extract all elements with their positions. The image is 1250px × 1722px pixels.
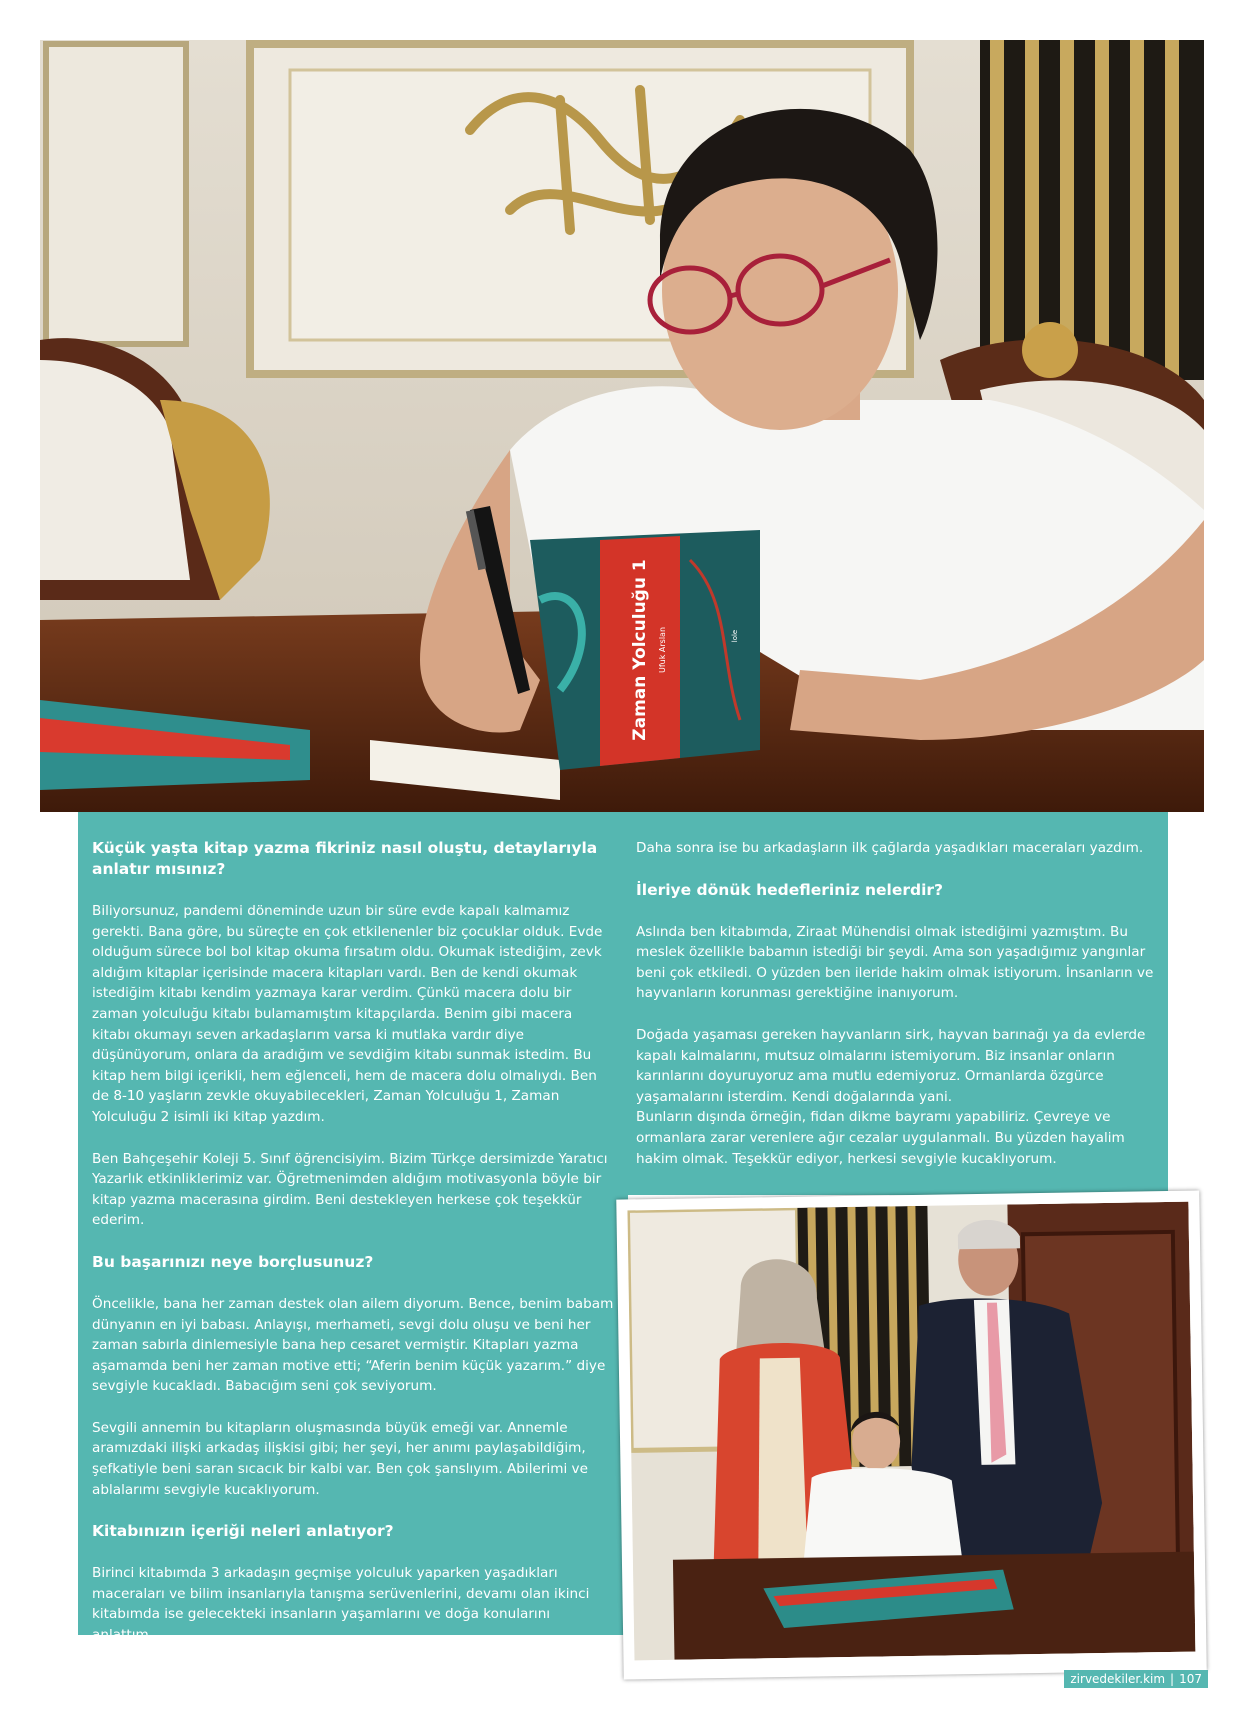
answer-paragraph: Birinci kitabımda 3 arkadaşın geçmişe yolculuk yaparken yaşadıkları maceraları ve bilim insanlarıyla tanışma serüvenlerini, devamı olan ikinci kitabımda ise gelecekteki insanların yaşamlarını ve doğa konularını anlattım. [92, 1565, 590, 1644]
article-column-left [92, 838, 614, 1646]
page-number: 107 [1179, 1672, 1202, 1686]
answer-continuation: Daha sonra ise bu arkadaşların ilk çağlarda yaşadıkları maceraları yazdım. [636, 840, 1144, 856]
footer-site: zirvedekiler.kim [1070, 1672, 1166, 1686]
question-heading: İleriye dönük hedefleriniz nelerdir? [636, 880, 944, 899]
footer-separator: | [1170, 1672, 1175, 1686]
question-heading: Bu başarınızı neye borçlusunuz? [92, 1252, 374, 1271]
book-cover-author: Ufuk Arslan [658, 626, 667, 674]
page-footer [1064, 1670, 1208, 1688]
book-cover-title: Zaman Yolculuğu 1 [630, 559, 650, 741]
answer-paragraph: Öncelikle, bana her zaman destek olan ailem diyorum. Bence, benim babam dünyanın en iyi babası. Anlayışı, merhameti, sevgi dolu oluşu ve beni her zaman sabırla dinlemesiyle bana hep cesaret vermiştir. Kitapları yazma aşamamda beni her zaman motive etti; “Aferin benim küçük yazarım.” diye sevgiyle kucakladı. Babacığım seni çok seviyorum. [92, 1295, 614, 1395]
answer-paragraph: Sevgili annemin bu kitapların oluşmasında büyük emeği var. Annemle aramızdaki ilişki arkadaş ilişkisi gibi; her şeyi, her anımı paylaşabildiğim, şefkatiyle beni saran sıcacık bir kalbi var. Ben çok şanslıyım. Abilerimi ve ablalarımı sevgiyle kucaklıyorum. [92, 1419, 588, 1498]
question-heading: Kitabınızın içeriği neleri anlatıyor? [92, 1522, 394, 1541]
girl-writing-illustration [40, 40, 1204, 812]
answer-paragraph: Doğada yaşaması gereken hayvanların sirk, hayvan barınağı ya da evlerde kapalı kalmalarını, mutsuz olmalarını istemiyorum. Biz insanlar onların karınlarını doyuruyoruz ama mutlu edemiyoruz. Ormanlarda özgürce yaşamalarını isterdim. Kendi doğalarında yani. [636, 1026, 1146, 1105]
answer-paragraph: Biliyorsunuz, pandemi döneminde uzun bir süre evde kapalı kalmamız gerekti. Bana göre, bu süreçte en çok etkilenenler biz çocuklar olduk. Evde olduğum sürece bol bol kitap okuma fırsatım oldu. Okumak istediğim, zevk aldığım kitaplar içerisinde macera kitapları vardı. Ben de kendi okumak istediğim kitabı kendim yazmaya karar verdim. Çünkü macera dolu bir zaman yolculuğu kitabı bulamamıştım kitapçılarda. Benim gibi macera kitabı okumayı seven arkadaşlarım varsa ki mutlaka vardır diye düşünüyorum, onlara da aradığım ve sevdiğim kitabı sunmak istedim. Bu kitap hem bilgi içerikli, hem eğlenceli, hem de macera dolu olmalıydı. Ben de 8-10 yaşların zevkle okuyabilecekleri, Zaman Yolculuğu 1, Zaman Yolculuğu 2 isimli iki kitap yazdım. [92, 903, 603, 1125]
family-illustration [627, 1202, 1195, 1661]
book-cover-publisher: lole [731, 629, 739, 643]
hero-photo [40, 40, 1204, 812]
answer-paragraph: Aslında ben kitabımda, Ziraat Mühendisi olmak istediğimi yazmıştım. Bu meslek özellikle babamın istediği bir şeydi. Ama son yaşadığımız yangınlar beni çok etkiledi. O yüzden ben ileride hakim olmak istiyorum. İnsanların ve hayvanların korunması gerektiğine inanıyorum. [636, 923, 1154, 1002]
article-column-right [636, 838, 1156, 1169]
family-photo [616, 1190, 1206, 1679]
answer-paragraph: Ben Bahçeşehir Koleji 5. Sınıf öğrencisiyim. Bizim Türkçe dersimizde Yaratıcı Yazarlık etkinliklerimiz var. Öğretmenimden aldığım motivasyonla böyle bir kitap yazma macerasına girdim. Beni destekleyen herkese çok teşekkür ederim. [92, 1150, 608, 1229]
question-heading: Küçük yaşta kitap yazma fikriniz nasıl oluştu, detaylarıyla anlatır mısınız? [92, 839, 598, 878]
answer-paragraph: Bunların dışında örneğin, fidan dikme bayramı yapabiliriz. Çevreye ve ormanlara zarar verenlere ağır cezalar uygulanmalı. Bu yüzden hayalim hakim olmak. Teşekkür ediyor, herkesi sevgiyle kucaklıyorum. [636, 1109, 1125, 1167]
